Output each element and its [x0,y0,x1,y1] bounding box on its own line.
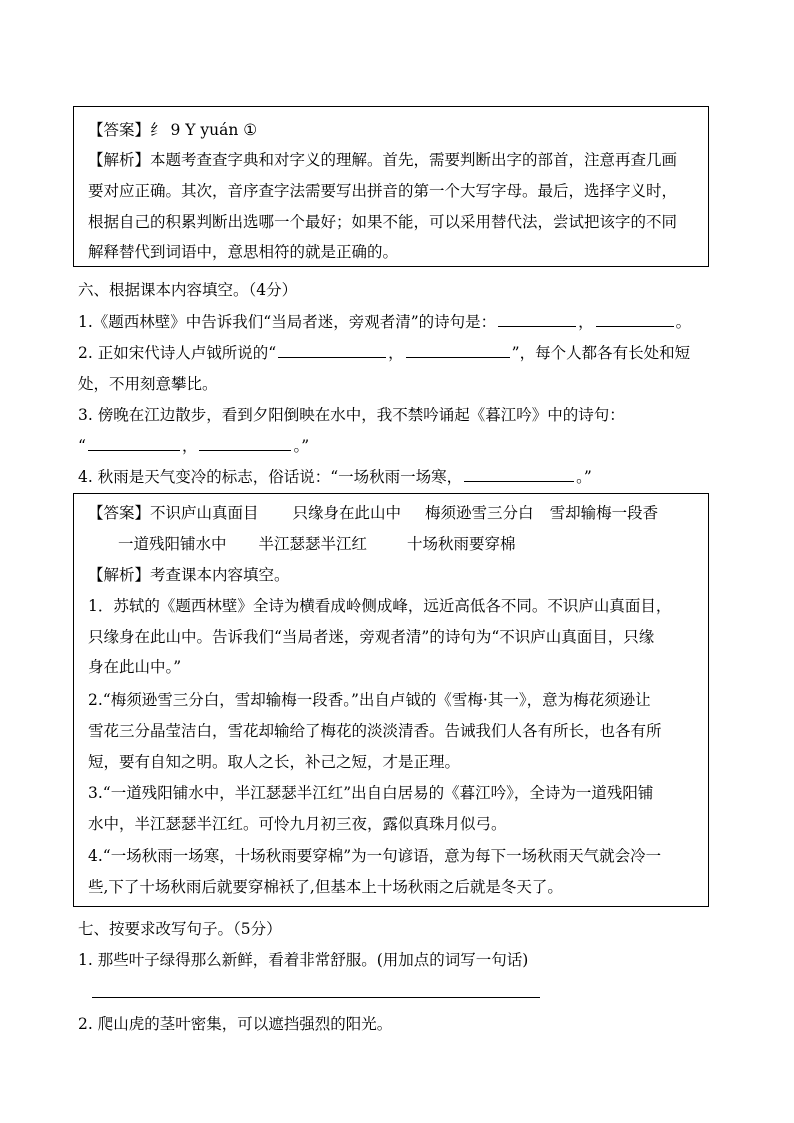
punctuation: 。” [293,437,310,455]
answer-item: 只缘身在此山中 [292,504,402,522]
answer-item: 半江瑟瑟半江红 [258,535,368,553]
answer-blank[interactable] [278,342,386,358]
punctuation: “ [78,437,86,455]
analysis-line: 要对应正确。其次，音序查字法需要写出拼音的第一个大写字母。最后，选择字义时， [88,182,678,200]
answer-tag: 【答案】 [88,121,151,139]
answer-row [88,502,658,524]
question-6-2-cont: 处，不用刻意攀比。 [78,375,218,393]
question-6-4 [78,466,592,488]
question-6-3-blanks [78,435,309,457]
analysis-line: 水中，半江瑟瑟半江红。可怜九月初三夜，露似真珠月似弓。 [88,815,507,833]
question-6-2 [78,342,690,364]
answer-item: 十场秋雨要穿棉 [407,535,516,553]
answer-box-2 [73,493,709,907]
question-6-1 [78,311,691,333]
analysis-line: 本题考查查字典和对字义的理解。首先，需要判断出字的部首，注意再查几画 [150,151,678,169]
analysis-line: 2.“梅须逊雪三分白，雪却输梅一段香。”出自卢钺的《雪梅·其一》，意为梅花须逊让 [88,691,651,709]
section-7-title: 七、按要求改写句子。（5分） [78,920,282,938]
answer-item: 不识庐山真面目 [150,504,259,522]
analysis-line: 短，要有自知之明。取人之长，补己之短，才是正理。 [88,753,461,771]
answer-row [88,119,257,141]
punctuation: ， [181,437,198,455]
question-text: 4. 秋雨是天气变冷的标志，俗话说：“一场秋雨一场寒， [78,468,463,486]
punctuation: 。” [576,468,592,486]
analysis-line: 1．苏轼的《题西林壁》全诗为横看成岭侧成峰，远近高低各不同。不识庐山真面目， [88,597,672,615]
answer-blank[interactable] [199,435,291,451]
analysis-line: 雪花三分晶莹洁白，雪花却输给了梅花的淡淡清香。告诫我们人各有所长，也各有所 [88,722,662,740]
answer-box-1 [73,106,709,267]
question-7-1: 1. 那些叶子绿得那么新鲜，看着非常舒服。(用加点的词写一句话) [78,951,529,969]
answer-blank[interactable] [498,311,576,327]
analysis-line: 解释替代到词语中，意思相符的就是正确的。 [88,243,399,261]
analysis-tag: 【解析】 [88,151,151,169]
analysis-line: 3.“一道残阳铺水中，半江瑟瑟半江红”出自白居易的《暮江吟》，全诗为一道残阳铺 [88,784,654,802]
punctuation: ， [578,313,594,331]
answer-item: 一道残阳铺水中 [118,535,227,553]
question-text: 1.《题西林壁》中告诉我们“当局者迷，旁观者清”的诗句是： [78,313,497,331]
question-text: 2. 正如宋代诗人卢钺所说的“ [78,344,277,362]
answer-item: 梅须逊雪三分白 [425,504,534,522]
analysis-row [88,149,677,171]
question-6-3: 3. 傍晚在江边散步，看到夕阳倒映在水中，我不禁吟诵起《暮江吟》中的诗句： [78,406,625,424]
section-6-title: 六、根据课本内容填空。（4分） [78,281,298,299]
answer-row-2 [118,533,516,555]
answer-item: 雪却输梅一段香 [549,504,659,522]
punctuation: ， [388,344,404,362]
analysis-line: 根据自己的积累判断出选哪一个最好；如果不能，可以采用替代法，尝试把该字的不同 [88,213,678,231]
analysis-line: 只缘身在此山中。告诉我们“当局者迷，旁观者清”的诗句为“不识庐山真面目，只缘 [88,628,655,646]
analysis-row [88,564,290,586]
analysis-line: 4.“一场秋雨一场寒，十场秋雨要穿棉”为一句谚语，意为每下一场秋雨天气就会冷一 [88,847,662,865]
answer-tag: 【答案】 [88,504,151,522]
answer-blank[interactable] [88,435,180,451]
analysis-intro: 考查课本内容填空。 [150,566,290,584]
punctuation: 。 [675,313,692,331]
analysis-tag: 【解析】 [88,566,151,584]
answer-writing-line[interactable] [92,997,540,998]
answer-blank[interactable] [406,342,510,358]
question-7-2: 2. 爬山虎的茎叶密集，可以遮挡强烈的阳光。 [78,1015,393,1033]
answer-blank[interactable] [596,311,674,327]
answer-blank[interactable] [464,466,574,482]
analysis-line: 些,下了十场秋雨后就要穿棉袄了,但基本上十场秋雨之后就是冬天了。 [88,878,563,896]
question-text: ”，每个人都各有长处和短 [511,344,691,362]
answer-text: 纟 9 Y yuán ① [150,121,258,139]
analysis-line: 身在此山中。” [88,658,182,676]
